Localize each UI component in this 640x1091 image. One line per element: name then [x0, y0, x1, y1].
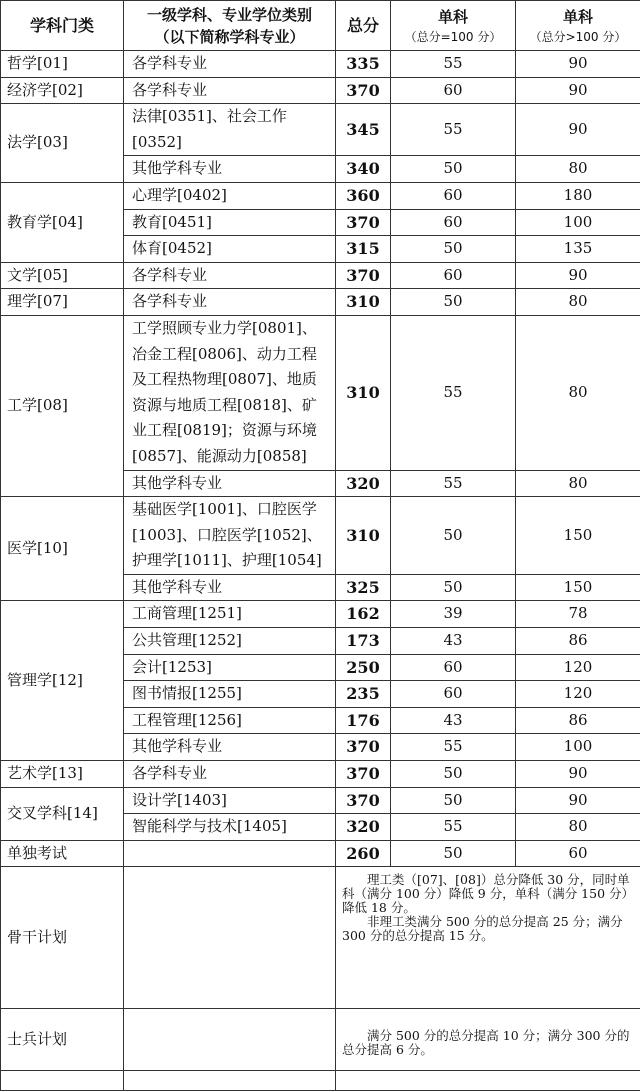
single-over-100-cell: 150: [516, 574, 640, 601]
major-cell: 工程管理[1256]: [124, 707, 336, 734]
total-score-cell: 315: [336, 236, 391, 263]
single-100-cell: 50: [391, 840, 516, 867]
plan-note-cell: [336, 867, 640, 1009]
total-score-cell: 360: [336, 182, 391, 209]
single-over-100-cell: 90: [516, 51, 640, 78]
single-over-100-cell: 180: [516, 182, 640, 209]
total-score-cell: 320: [336, 814, 391, 841]
table-body: [1, 51, 640, 1091]
major-cell: 心理学[0402]: [124, 182, 336, 209]
category-cell: 艺术学[13]: [1, 761, 124, 788]
major-cell: 图书情报[1255]: [124, 681, 336, 708]
major-cell: 各学科专业: [124, 262, 336, 289]
category-cell: 经济学[02]: [1, 77, 124, 104]
table-row: [1, 601, 640, 628]
single-over-100-cell: 90: [516, 761, 640, 788]
total-score-cell: 345: [336, 104, 391, 156]
single-over-100-cell: 135: [516, 236, 640, 263]
total-score-cell: 335: [336, 51, 391, 78]
single-over-100-cell: 90: [516, 104, 640, 156]
plan-row: [1, 867, 640, 1009]
plan-note-paragraph: 满分 500 分的总分提高 10 分；满分 300 分的总分提高 6 分。: [342, 1029, 636, 1057]
total-score-cell: 325: [336, 574, 391, 601]
table-row: [1, 761, 640, 788]
header-category: 学科门类: [1, 1, 124, 51]
single-100-cell: 43: [391, 628, 516, 655]
table-row: [1, 787, 640, 814]
single-over-100-cell: 90: [516, 77, 640, 104]
plan-empty-cell: [124, 867, 336, 1009]
cutoff-cell: [124, 1071, 336, 1091]
total-score-cell: 320: [336, 470, 391, 497]
single-100-cell: 55: [391, 51, 516, 78]
major-cell: 会计[1253]: [124, 654, 336, 681]
single-100-cell: 50: [391, 236, 516, 263]
major-cell: 设计学[1403]: [124, 787, 336, 814]
category-cell: 管理学[12]: [1, 601, 124, 761]
plan-category-cell: 骨干计划: [1, 867, 124, 1009]
major-cell: 基础医学[1001]、口腔医学[1003]、口腔医学[1052]、护理学[1011]、护理[1054]: [124, 497, 336, 575]
single-100-cell: 39: [391, 601, 516, 628]
single-over-100-cell: 60: [516, 840, 640, 867]
total-score-cell: 310: [336, 497, 391, 575]
single-100-cell: 50: [391, 289, 516, 316]
major-cell: 法律[0351]、社会工作[0352]: [124, 104, 336, 156]
single-over-100-cell: 120: [516, 681, 640, 708]
major-cell: 工学照顾专业力学[0801]、冶金工程[0806]、动力工程及工程热物理[0807]、地质资源与地质工程[0818]、矿业工程[0819]；资源与环境[0857]、能源动力[0858]: [124, 315, 336, 470]
single-100-cell: 50: [391, 497, 516, 575]
category-cell: 医学[10]: [1, 497, 124, 601]
single-100-cell: 60: [391, 77, 516, 104]
major-cell: 公共管理[1252]: [124, 628, 336, 655]
total-score-cell: 173: [336, 628, 391, 655]
category-cell: 交叉学科[14]: [1, 787, 124, 840]
major-cell: 其他学科专业: [124, 156, 336, 183]
cutoff-cell: [1, 1071, 124, 1091]
single-over-100-cell: 86: [516, 628, 640, 655]
single-100-cell: 55: [391, 734, 516, 761]
single-over-100-cell: 120: [516, 654, 640, 681]
single-100-cell: 50: [391, 761, 516, 788]
single-over-100-cell: 80: [516, 470, 640, 497]
category-cell: 单独考试: [1, 840, 124, 867]
major-cell: 体育[0452]: [124, 236, 336, 263]
major-cell: 教育[0451]: [124, 209, 336, 236]
plan-note-paragraph: 理工类（[07]、[08]）总分降低 30 分，同时单科（满分 100 分）降低 9 分，单科（满分 150 分）降低 18 分。: [342, 873, 636, 915]
single-over-100-cell: 80: [516, 156, 640, 183]
single-over-100-cell: 86: [516, 707, 640, 734]
total-score-cell: 370: [336, 787, 391, 814]
total-score-cell: 370: [336, 77, 391, 104]
single-100-cell: 60: [391, 681, 516, 708]
single-over-100-cell: 150: [516, 497, 640, 575]
total-score-cell: 340: [336, 156, 391, 183]
single-100-cell: 50: [391, 574, 516, 601]
total-score-cell: 260: [336, 840, 391, 867]
table-row: [1, 289, 640, 316]
major-cell: 其他学科专业: [124, 574, 336, 601]
total-score-cell: 370: [336, 262, 391, 289]
header-row: [1, 1, 640, 51]
single-100-cell: 43: [391, 707, 516, 734]
single-over-100-cell: 78: [516, 601, 640, 628]
major-cell: 各学科专业: [124, 77, 336, 104]
single-100-cell: 55: [391, 315, 516, 470]
single-over-100-cell: 80: [516, 315, 640, 470]
single-100-cell: 60: [391, 262, 516, 289]
plan-category-cell: 士兵计划: [1, 1009, 124, 1071]
single-100-cell: 50: [391, 156, 516, 183]
header-single-over-100: 单科 （总分>100 分）: [516, 1, 640, 51]
header-discipline: 一级学科、专业学位类别 （以下简称学科专业）: [124, 1, 336, 51]
single-over-100-cell: 100: [516, 209, 640, 236]
header-single-100: 单科 （总分=100 分）: [391, 1, 516, 51]
single-100-cell: 55: [391, 470, 516, 497]
single-100-cell: 60: [391, 182, 516, 209]
single-100-cell: 60: [391, 654, 516, 681]
single-over-100-cell: 90: [516, 262, 640, 289]
cutoff-cell: [336, 1071, 640, 1091]
total-score-cell: 310: [336, 289, 391, 316]
category-cell: 法学[03]: [1, 104, 124, 183]
category-cell: 哲学[01]: [1, 51, 124, 78]
table-row: [1, 315, 640, 470]
single-over-100-cell: 100: [516, 734, 640, 761]
table-row: [1, 262, 640, 289]
total-score-cell: 162: [336, 601, 391, 628]
single-100-cell: 55: [391, 814, 516, 841]
header-total: 总分: [336, 1, 391, 51]
category-cell: 工学[08]: [1, 315, 124, 496]
table-row: [1, 497, 640, 575]
single-100-cell: 50: [391, 787, 516, 814]
major-cell: 各学科专业: [124, 289, 336, 316]
total-score-cell: 176: [336, 707, 391, 734]
major-cell: 各学科专业: [124, 761, 336, 788]
plan-note-paragraph: 非理工类满分 500 分的总分提高 25 分；满分 300 分的总分提高 15 分。: [342, 915, 636, 943]
table-row: [1, 51, 640, 78]
single-100-cell: 55: [391, 104, 516, 156]
single-100-cell: 60: [391, 209, 516, 236]
major-cell: 智能科学与技术[1405]: [124, 814, 336, 841]
total-score-cell: 370: [336, 734, 391, 761]
category-cell: 理学[07]: [1, 289, 124, 316]
single-over-100-cell: 90: [516, 787, 640, 814]
total-score-cell: 250: [336, 654, 391, 681]
category-cell: 教育学[04]: [1, 182, 124, 262]
single-over-100-cell: 80: [516, 289, 640, 316]
table-row: [1, 182, 640, 209]
category-cell: 文学[05]: [1, 262, 124, 289]
major-cell: 工商管理[1251]: [124, 601, 336, 628]
total-score-cell: 235: [336, 681, 391, 708]
major-cell: 其他学科专业: [124, 734, 336, 761]
table-row: [1, 77, 640, 104]
table-row-cutoff: [1, 1071, 640, 1091]
total-score-cell: 370: [336, 209, 391, 236]
table-row: [1, 104, 640, 156]
total-score-cell: 310: [336, 315, 391, 470]
table-row: [1, 840, 640, 867]
major-cell: 其他学科专业: [124, 470, 336, 497]
major-cell: 各学科专业: [124, 51, 336, 78]
major-cell: [124, 840, 336, 867]
single-over-100-cell: 80: [516, 814, 640, 841]
total-score-cell: 370: [336, 761, 391, 788]
